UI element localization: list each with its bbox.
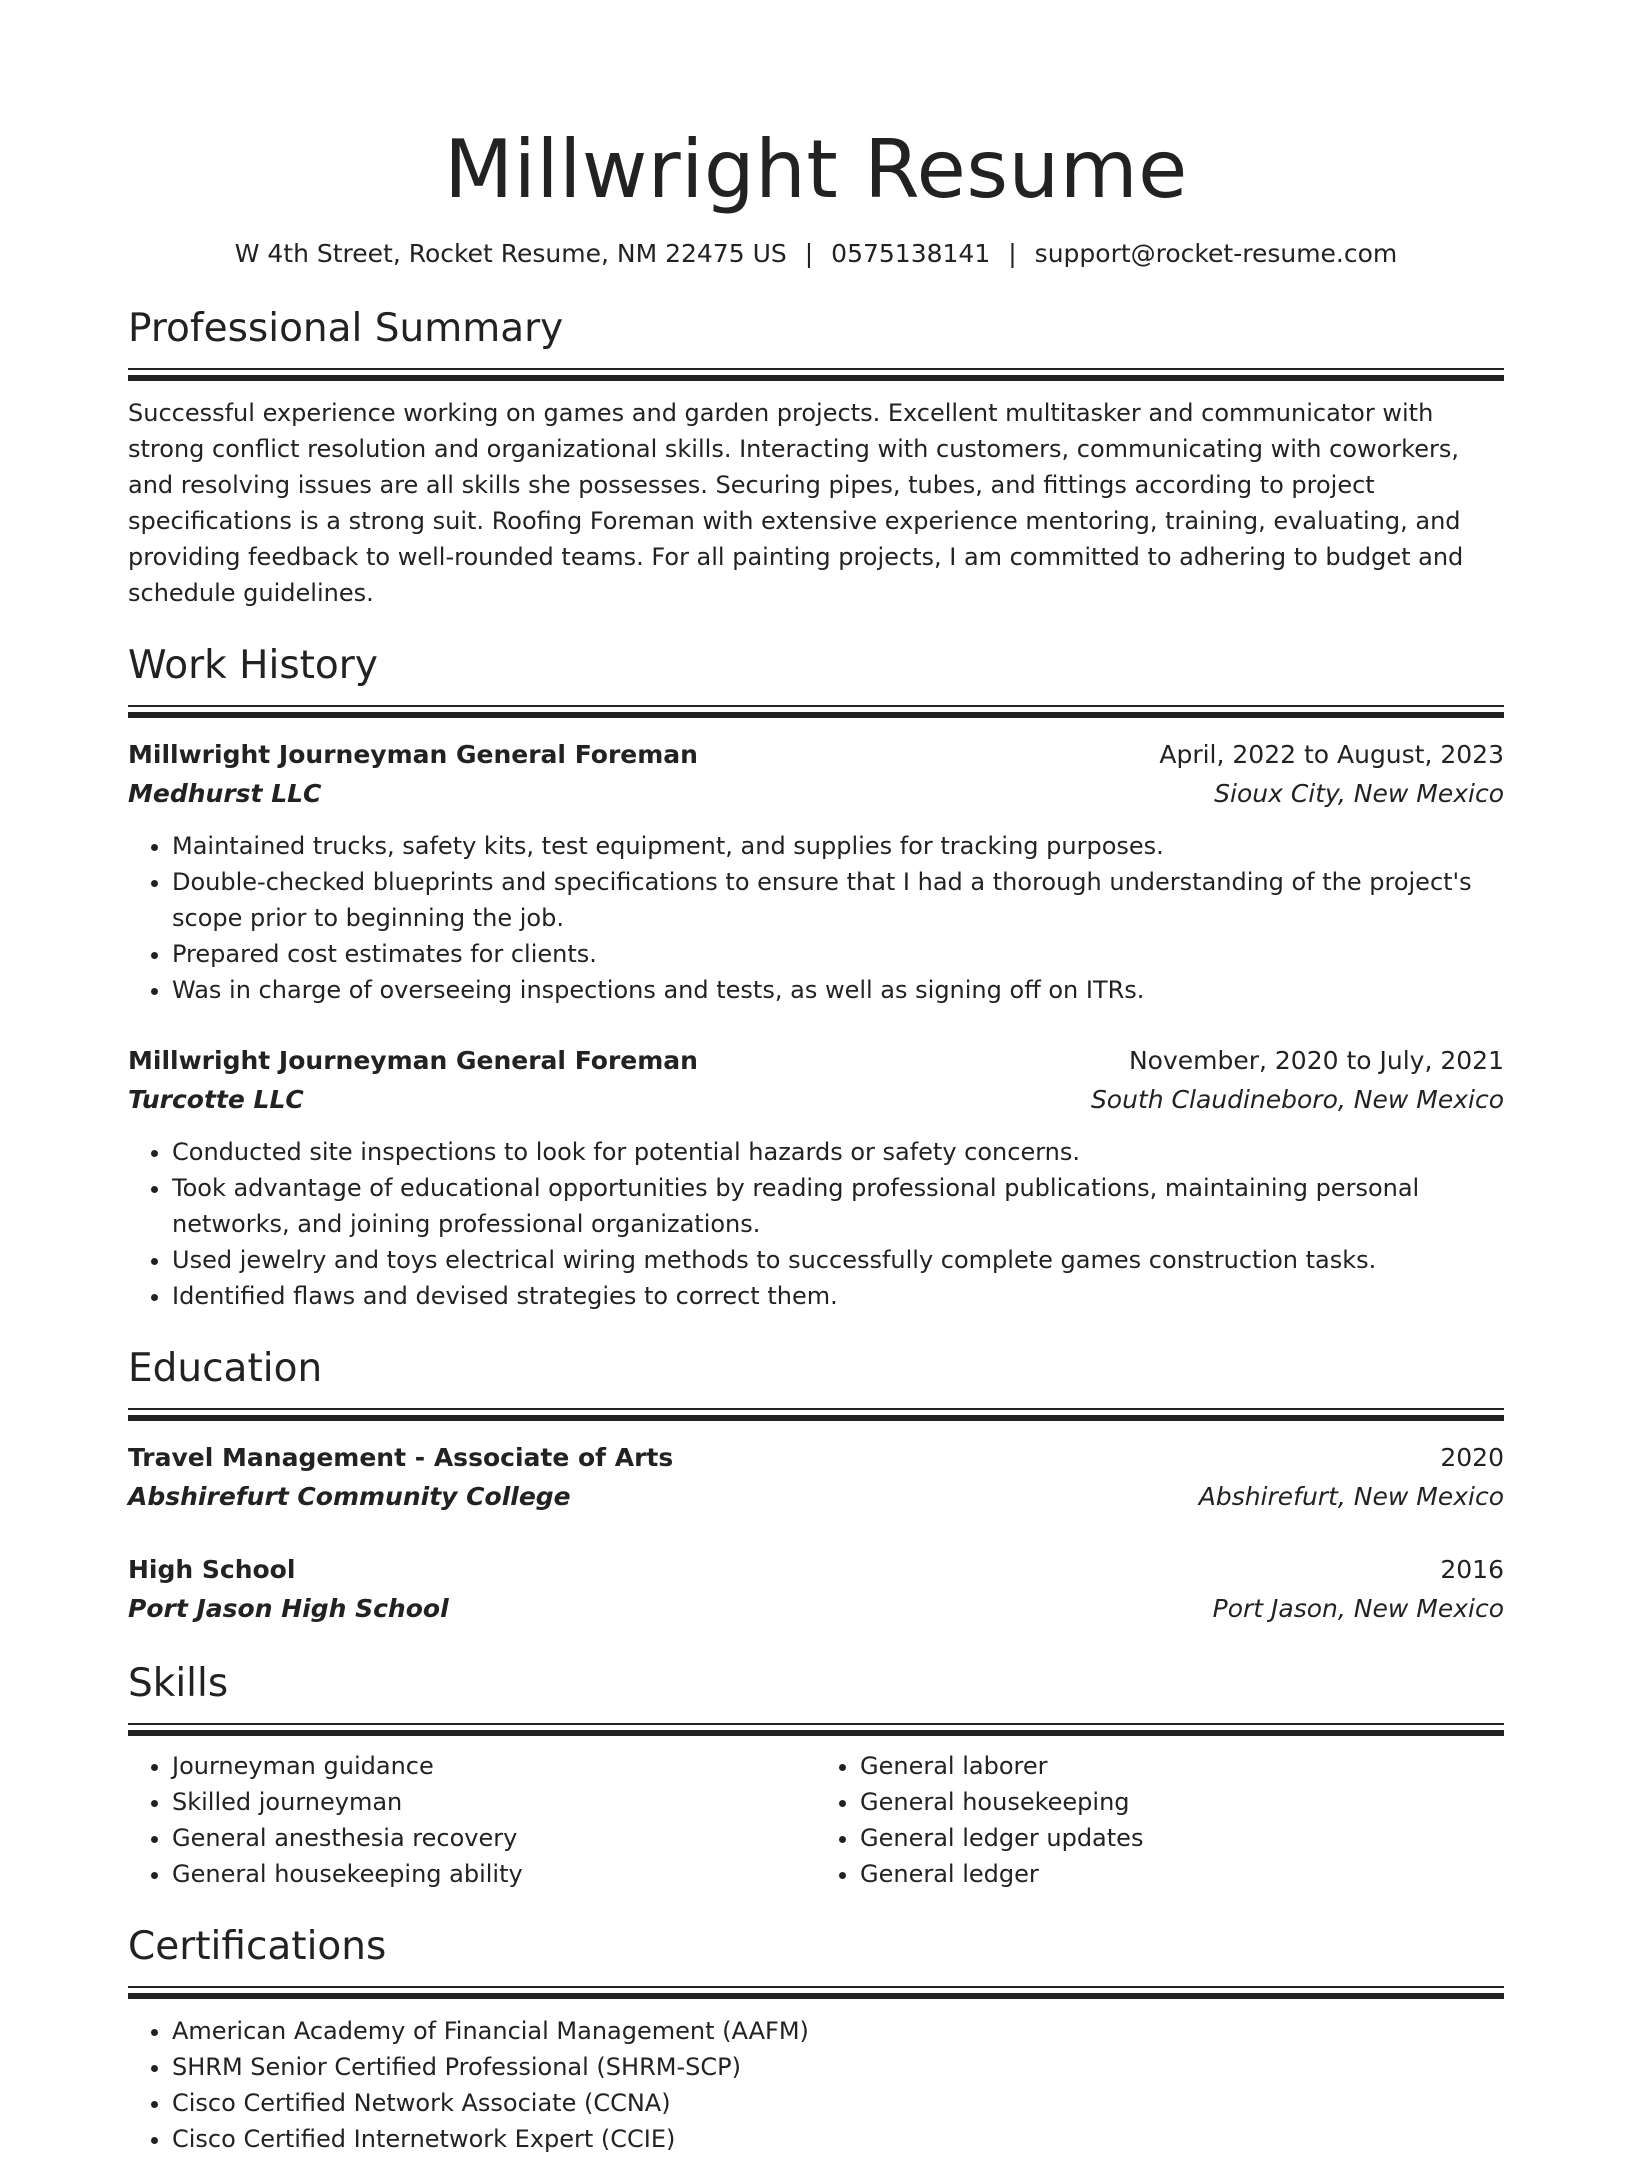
contact-email[interactable]: support@rocket-resume.com bbox=[1034, 239, 1398, 268]
education-entry bbox=[128, 1439, 1504, 1517]
job-bullets bbox=[128, 1134, 1504, 1314]
list-item: • American Academy of Financial Management (AAFM) bbox=[172, 2013, 1504, 2049]
list-item: • Conducted site inspections to look for potential hazards or safety concerns. bbox=[172, 1134, 1504, 1170]
summary-section bbox=[128, 304, 1504, 611]
contact-separator: | bbox=[1008, 239, 1017, 268]
job-title: Millwright Journeyman General Foreman bbox=[128, 1046, 698, 1075]
job-company: Turcotte LLC bbox=[128, 1085, 304, 1114]
education-location: Abshirefurt, New Mexico bbox=[1198, 1482, 1504, 1511]
education-entry bbox=[128, 1551, 1504, 1629]
list-item: • General anesthesia recovery bbox=[172, 1820, 816, 1856]
work-history-section bbox=[128, 641, 1504, 1314]
resume-title: Millwright Resume bbox=[444, 123, 1188, 216]
contact-line bbox=[128, 238, 1504, 270]
list-item: • Journeyman guidance bbox=[172, 1748, 816, 1784]
list-item: • General ledger updates bbox=[860, 1820, 1504, 1856]
job-company: Medhurst LLC bbox=[128, 779, 322, 808]
list-item: • Skilled journeyman bbox=[172, 1784, 816, 1820]
section-heading-education: Education bbox=[128, 1346, 323, 1391]
education-section bbox=[128, 1344, 1504, 1629]
job-bullets bbox=[128, 828, 1504, 1008]
list-item: • General housekeeping bbox=[860, 1784, 1504, 1820]
section-divider bbox=[128, 1723, 1504, 1736]
education-degree: High School bbox=[128, 1555, 296, 1584]
section-divider bbox=[128, 368, 1504, 381]
list-item: • Maintained trucks, safety kits, test equipment, and supplies for tracking purposes. bbox=[172, 828, 1504, 864]
list-item: • Cisco Certified Internetwork Expert (CCIE) bbox=[172, 2121, 1504, 2157]
job-location: Sioux City, New Mexico bbox=[1214, 779, 1504, 808]
list-item: • Took advantage of educational opportunities by reading professional publications, maintaining personal networks, and joining professional organizations. bbox=[172, 1170, 1504, 1242]
list-item: • SHRM Senior Certified Professional (SHRM-SCP) bbox=[172, 2049, 1504, 2085]
education-year: 2020 bbox=[1440, 1443, 1504, 1472]
section-heading-certifications: Certifications bbox=[128, 1924, 387, 1969]
section-divider bbox=[128, 1408, 1504, 1421]
education-location: Port Jason, New Mexico bbox=[1212, 1594, 1504, 1623]
summary-text: Successful experience working on games and garden projects. Excellent multitasker and communicator with strong conflict resolution and organizational skills. Interacting with customers, communicating with coworkers, and resolving issues are all skills she possesses. Securing pipes, tubes, and fittings according to project specifications is a strong suit. Roofing Foreman with extensive experience mentoring, training, evaluating, and providing feedback to well-rounded teams. For all painting projects, I am committed to adhering to budget and schedule guidelines. bbox=[128, 399, 1464, 607]
list-item: • Identified flaws and devised strategies to correct them. bbox=[172, 1278, 1504, 1314]
list-item: • General housekeeping ability bbox=[172, 1856, 816, 1892]
education-year: 2016 bbox=[1440, 1555, 1504, 1584]
list-item: • Prepared cost estimates for clients. bbox=[172, 936, 1504, 972]
job-title: Millwright Journeyman General Foreman bbox=[128, 740, 698, 769]
list-item: • General ledger bbox=[860, 1856, 1504, 1892]
skills-column-right bbox=[816, 1748, 1504, 1892]
list-item: • Cisco Certified Network Associate (CCNA) bbox=[172, 2085, 1504, 2121]
contact-address: W 4th Street, Rocket Resume, NM 22475 US bbox=[234, 239, 787, 268]
job-entry bbox=[128, 1042, 1504, 1314]
education-school: Abshirefurt Community College bbox=[128, 1482, 571, 1511]
certifications-list bbox=[128, 2013, 1504, 2157]
list-item: • Used jewelry and toys electrical wiring methods to successfully complete games construction tasks. bbox=[172, 1242, 1504, 1278]
section-heading-summary: Professional Summary bbox=[128, 306, 564, 351]
contact-phone: 0575138141 bbox=[831, 239, 991, 268]
list-item: • Double-checked blueprints and specifications to ensure that I had a thorough understanding of the project's scope prior to beginning the job. bbox=[172, 864, 1504, 936]
list-item: • General laborer bbox=[860, 1748, 1504, 1784]
job-dates: April, 2022 to August, 2023 bbox=[1159, 740, 1504, 769]
job-dates: November, 2020 to July, 2021 bbox=[1128, 1046, 1504, 1075]
education-school: Port Jason High School bbox=[128, 1594, 449, 1623]
list-item: • Was in charge of overseeing inspections and tests, as well as signing off on ITRs. bbox=[172, 972, 1504, 1008]
section-heading-skills: Skills bbox=[128, 1661, 229, 1706]
skills-column-left bbox=[128, 1748, 816, 1892]
education-degree: Travel Management - Associate of Arts bbox=[128, 1443, 674, 1472]
section-heading-work-history: Work History bbox=[128, 643, 378, 688]
section-divider bbox=[128, 705, 1504, 718]
job-location: South Claudineboro, New Mexico bbox=[1090, 1085, 1504, 1114]
job-entry bbox=[128, 736, 1504, 1008]
skills-section bbox=[128, 1659, 1504, 1892]
section-divider bbox=[128, 1986, 1504, 1999]
contact-separator: | bbox=[804, 239, 814, 268]
skills-grid bbox=[128, 1748, 1504, 1892]
certifications-section bbox=[128, 1922, 1504, 2157]
